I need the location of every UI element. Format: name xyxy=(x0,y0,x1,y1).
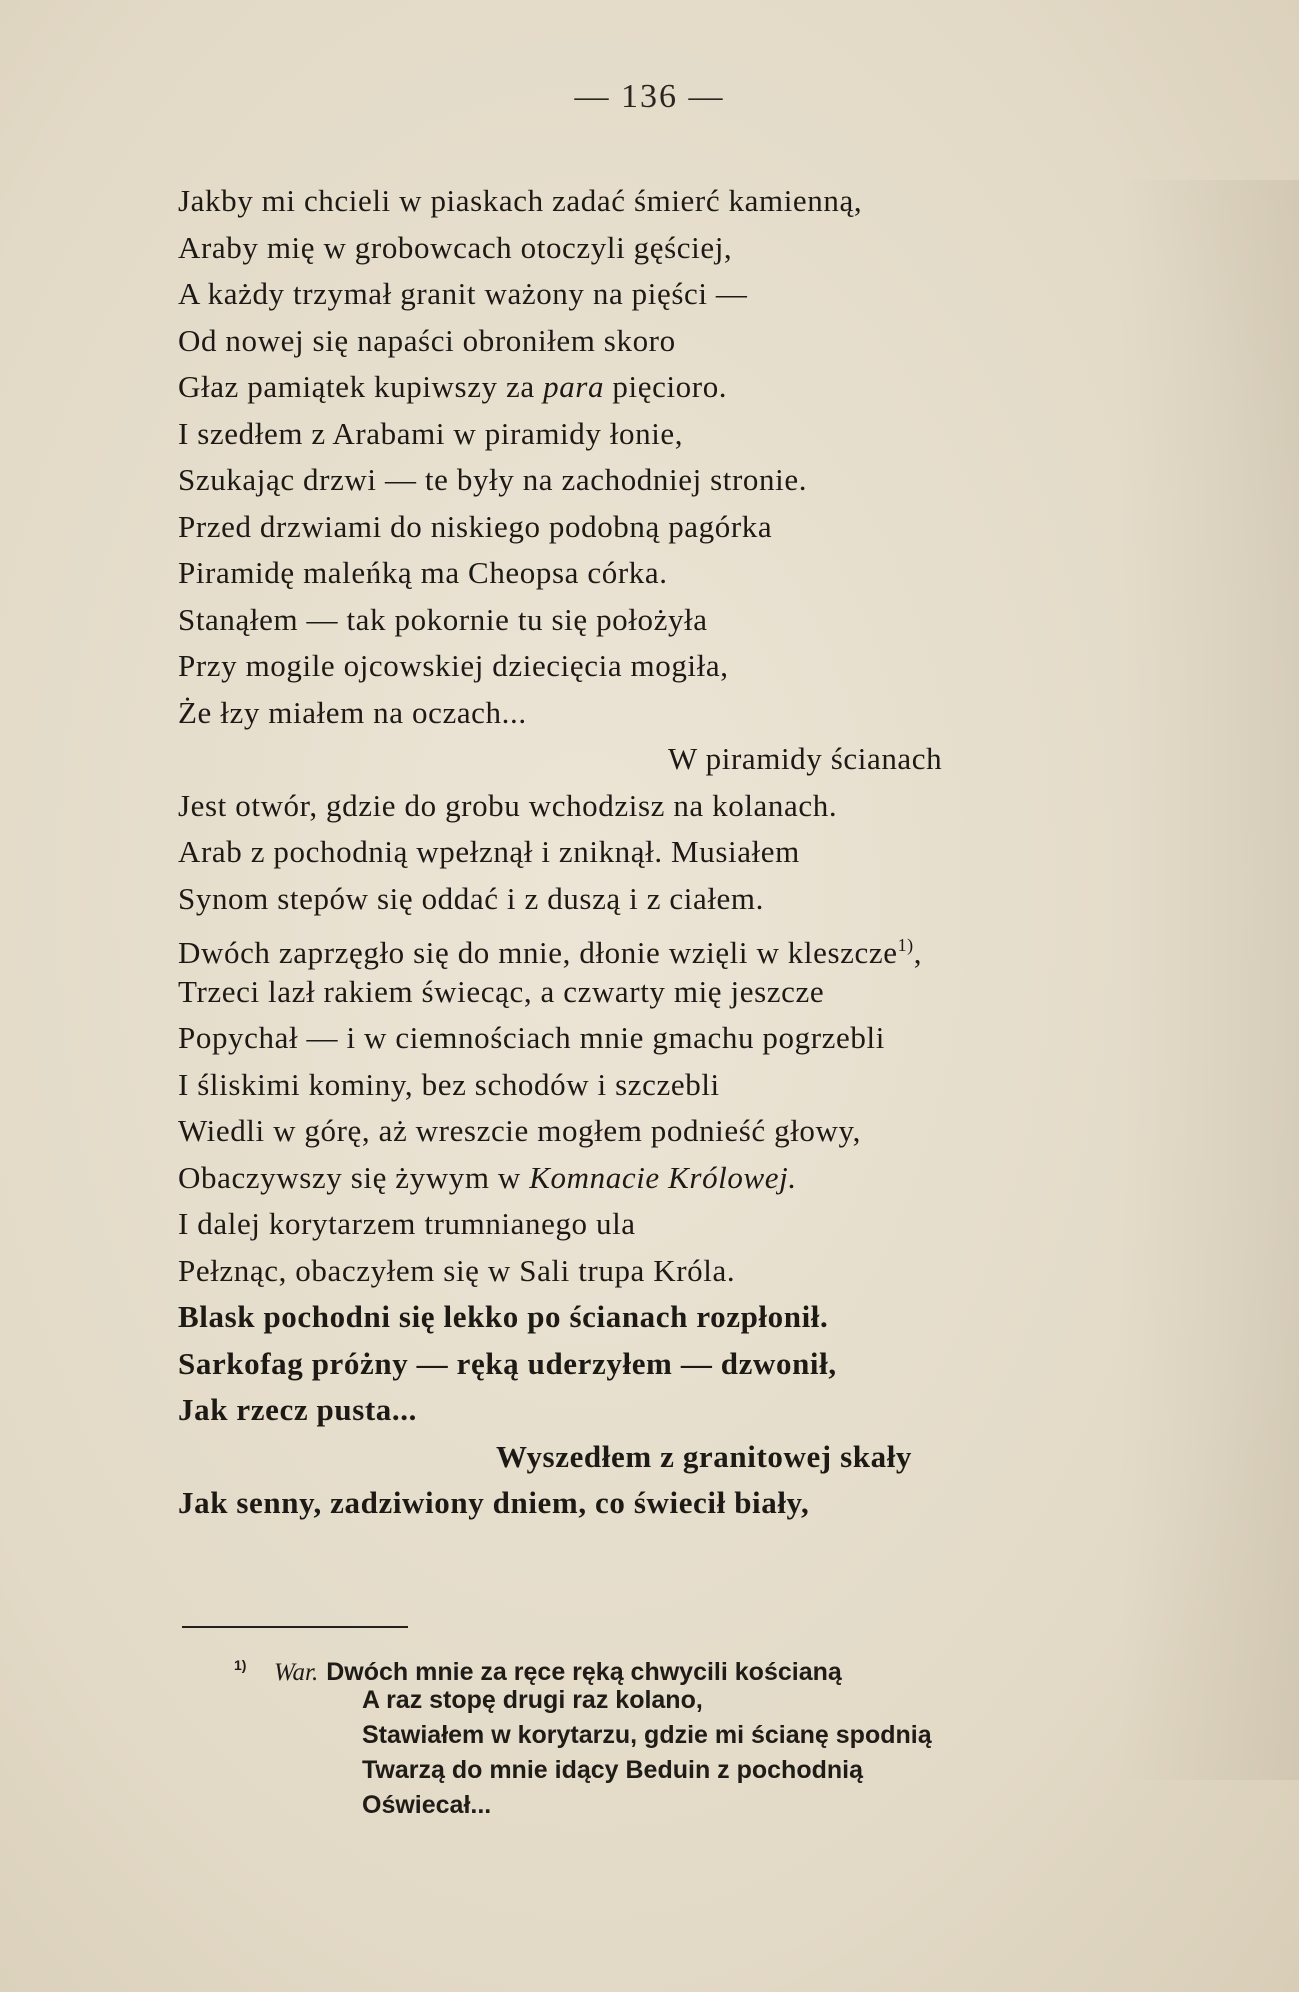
poem-line-28: Wyszedłem z granitowej skały xyxy=(496,1438,913,1474)
italic-para: para xyxy=(543,369,605,404)
poem-line-21: Wiedli w górę, aż wreszcie mogłem podnieść głowy, xyxy=(178,1113,861,1148)
poem-line-22-text: Obaczywszy się żywym w xyxy=(178,1159,521,1195)
poem-line-15: Arab z pochodnią wpełznął i zniknął. Musiałem xyxy=(178,834,800,869)
poem-line-24: Pełznąc, obaczyłem się w Sali trupa Króla. xyxy=(178,1252,736,1288)
footnote-line-5: Oświecał... xyxy=(362,1791,492,1819)
poem-line-14: Jest otwór, gdzie do grobu wchodzisz na kolanach. xyxy=(178,787,838,823)
footnote-line-3: Stawiałem w korytarzu, gdzie mi ścianę spodnią xyxy=(362,1721,932,1749)
poem-text xyxy=(178,178,1218,1527)
footnote-divider xyxy=(182,1626,408,1628)
poem-line-3: A każdy trzymał granit ważony na pięści — xyxy=(178,276,748,311)
footnote-line-2: A raz stopę drugi raz kolano, xyxy=(362,1686,703,1714)
poem-line-22 xyxy=(178,1155,1218,1202)
italic-komnacie: Komnacie Królowej. xyxy=(529,1159,797,1195)
poem-line-19: Popychał — i w ciemnościach mnie gmachu pogrzebli xyxy=(178,1020,885,1055)
poem-line-26: Sarkofag próżny — ręką uderzyłem — dzwonił, xyxy=(178,1345,837,1381)
poem-line-5 xyxy=(178,364,1218,411)
poem-line-5-end: pięcioro. xyxy=(612,369,728,404)
poem-line-20: I śliskimi kominy, bez schodów i szczebli xyxy=(178,1066,720,1102)
poem-line-13: W piramidy ścianach xyxy=(668,741,943,776)
footnote-line-1 xyxy=(234,1648,1194,1686)
poem-line-23: I dalej korytarzem trumnianego ula xyxy=(178,1206,636,1241)
poem-line-6: I szedłem z Arabami w piramidy łonie, xyxy=(178,415,684,451)
poem-line-17 xyxy=(178,922,1218,969)
poem-line-1: Jakby mi chcieli w piaskach zadać śmierć kamienną, xyxy=(178,183,863,218)
poem-line-7: Szukając drzwi — te były na zachodniej stronie. xyxy=(178,462,808,497)
page-number: — 136 — xyxy=(574,78,725,115)
poem-line-4: Od nowej się napaści obroniłem skoro xyxy=(178,322,676,358)
footnote-ref-suffix: , xyxy=(913,935,923,970)
poem-line-18: Trzeci lazł rakiem świecąc, a czwarty mię jeszcze xyxy=(178,973,825,1009)
footnote-marker-text: 1) xyxy=(234,1657,247,1673)
poem-line-25: Blask pochodni się lekko po ścianach rozpłonił. xyxy=(178,1299,829,1334)
footnote-text-1: Dwóch mnie za ręce ręką chwycili kościaną xyxy=(326,1658,842,1686)
poem-line-29: Jak senny, zadziwiony dniem, co świecił biały, xyxy=(178,1485,810,1520)
poem-line-16: Synom stepów się oddać i z duszą i z ciałem. xyxy=(178,880,764,916)
poem-line-12: Że łzy miałem na oczach... xyxy=(178,694,527,730)
footnote-reference[interactable]: 1) xyxy=(897,935,914,955)
poem-line-17-text: Dwóch zaprzęgło się do mnie, dłonie wzięli w kleszcze xyxy=(178,935,898,970)
footnote-line-4: Twarzą do mnie idący Beduin z pochodnią xyxy=(362,1756,863,1784)
footnote-variant-label: War. xyxy=(274,1659,319,1686)
poem-line-8: Przed drzwiami do niskiego podobną pagórka xyxy=(178,508,773,544)
poem-line-27: Jak rzecz pusta... xyxy=(178,1392,417,1427)
footnote xyxy=(234,1648,1194,1823)
poem-line-9: Piramidę maleńką ma Cheopsa córka. xyxy=(178,555,668,590)
poem-line-5-text: Głaz pamiątek kupiwszy za xyxy=(178,369,535,404)
footnote-marker xyxy=(234,1648,274,1690)
poem-line-2: Araby mię w grobowcach otoczyli gęściej, xyxy=(178,229,733,265)
poem-line-11: Przy mogile ojcowskiej dziecięcia mogiła, xyxy=(178,648,729,683)
poem-line-10: Stanąłem — tak pokornie tu się położyła xyxy=(178,601,708,637)
